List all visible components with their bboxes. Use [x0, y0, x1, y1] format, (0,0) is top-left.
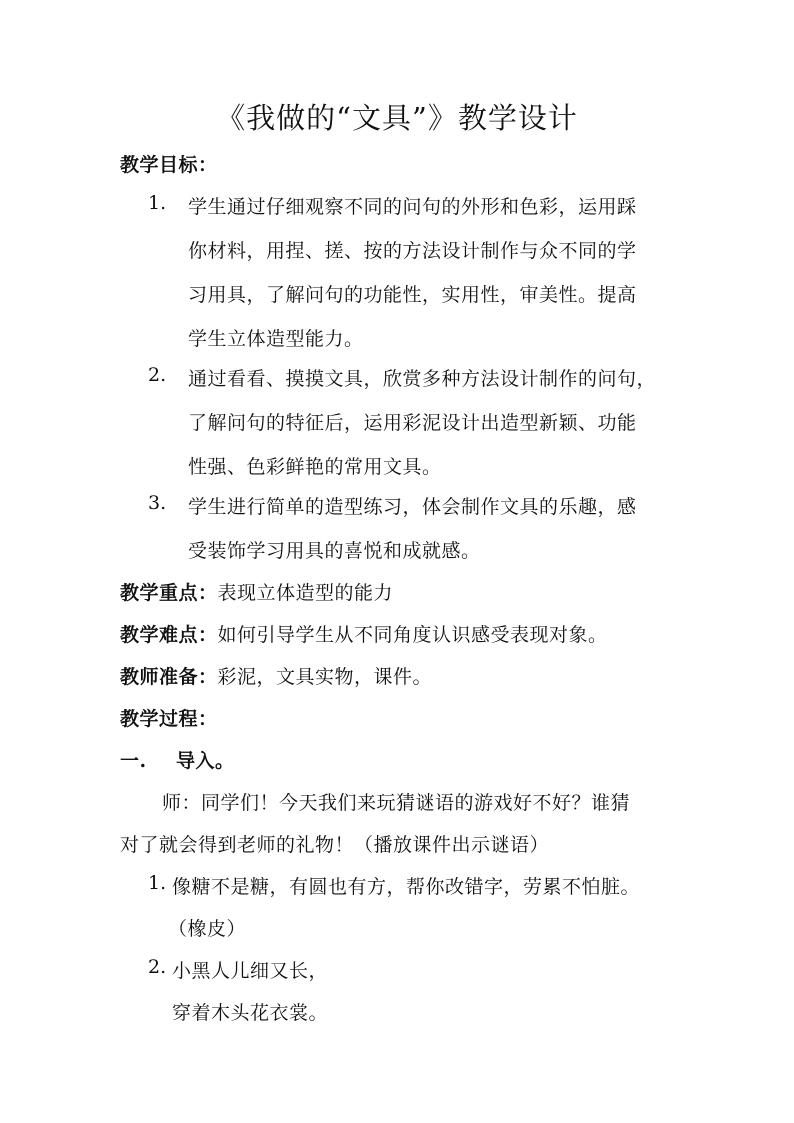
riddle-1-answer: （橡皮） [168, 918, 247, 940]
objective-1-line-1: 学生通过仔细观察不同的问句的外形和色彩，运用踩 [188, 196, 637, 218]
riddle-1-number: 1. [148, 872, 167, 894]
process-heading: 教学过程： [120, 708, 218, 730]
difficulty-row [120, 620, 608, 647]
section-1-title: 导入。 [176, 750, 235, 772]
key-point-label: 教学重点： [120, 582, 218, 604]
riddle-1-text: 像糖不是糖，有圆也有方，帮你改错字，劳累不怕脏。 [172, 876, 641, 898]
objective-3-line-2: 受装饰学习用具的喜悦和成就感。 [188, 540, 481, 562]
preparation-row [120, 662, 432, 689]
objective-1-line-2: 你材料，用捏、搓、按的方法设计制作与众不同的学 [188, 240, 637, 262]
objective-2-line-3: 性强、色彩鲜艳的常用文具。 [188, 456, 442, 478]
key-point-row [120, 578, 393, 605]
difficulty-text: 如何引导学生从不同角度认识感受表现对象。 [217, 624, 608, 646]
objectives-heading: 教学目标： [120, 154, 218, 176]
objective-3-line-1: 学生进行简单的造型练习，体会制作文具的乐趣，感 [188, 496, 637, 518]
riddle-2-line-1: 小黑人儿细又长， [172, 960, 329, 982]
key-point-text: 表现立体造型的能力 [217, 582, 394, 604]
section-1-number: 一. [120, 750, 147, 772]
difficulty-label: 教学难点： [120, 624, 218, 646]
intro-paragraph-line-2: 对了就会得到老师的礼物！（播放课件出示谜语） [120, 834, 550, 856]
riddle-2-line-2: 穿着木头花衣裳。 [172, 1002, 329, 1024]
intro-paragraph-line-1: 师：同学们！今天我们来玩猜谜语的游戏好不好？谁猜 [162, 792, 631, 814]
objective-2-line-2: 了解问句的特征后，运用彩泥设计出造型新颖、功能 [188, 412, 637, 434]
document-title: 《我做的“文具”》教学设计 [216, 101, 578, 135]
objective-1-line-3: 习用具，了解问句的功能性，实用性，审美性。提高 [188, 284, 637, 306]
objective-2-line-1: 通过看看、摸摸文具，欣赏多种方法设计制作的问句， [188, 368, 657, 390]
preparation-text: 彩泥，文具实物，课件。 [217, 666, 433, 688]
objective-1-number: 1. [148, 192, 167, 214]
objective-2-number: 2. [148, 364, 167, 386]
objective-3-number: 3. [148, 492, 167, 514]
riddle-2-number: 2. [148, 956, 167, 978]
preparation-label: 教师准备： [120, 666, 218, 688]
objective-1-line-4: 学生立体造型能力。 [188, 328, 364, 350]
